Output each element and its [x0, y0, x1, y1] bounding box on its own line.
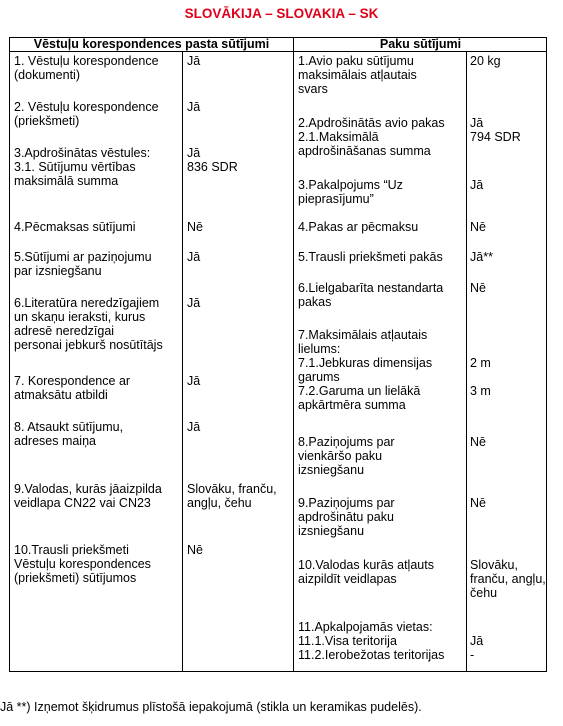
- page-title: SLOVĀKIJA – SLOVAKIA – SK: [184, 6, 379, 21]
- letter-item-label: 1. Vēstuļu korespondence (dokumenti): [14, 54, 159, 82]
- letter-item-value: Nē: [187, 220, 203, 234]
- services-table: [9, 37, 547, 672]
- parcel-item-label: 3.Pakalpojums “Uz pieprasījumu”: [298, 178, 403, 206]
- letter-item-value: Jā: [187, 420, 201, 434]
- column-divider: [182, 52, 183, 671]
- letter-item-value: Jā: [187, 296, 201, 310]
- letter-item-value: Nē: [187, 543, 203, 557]
- letter-item-label: 10.Trausli priekšmeti Vēstuļu korespondences (priekšmeti) sūtījumos: [14, 543, 151, 585]
- parcel-item-label: 7.Maksimālais atļautais lielums: 7.1.Jebkuras dimensijas garums 7.2.Garuma un lielākā apkārtmēra summa: [298, 328, 433, 412]
- parcel-item-value: Nē: [470, 496, 486, 510]
- letter-item-label: 2. Vēstuļu korespondence (priekšmeti): [14, 100, 159, 128]
- header-parcels: Paku sūtījumi: [379, 37, 462, 51]
- parcel-item-label: 6.Lielgabarīta nestandarta pakas: [298, 281, 444, 309]
- header-letters: Vēstuļu korespondences pasta sūtījumi: [33, 37, 270, 51]
- letter-item-label: 3.Apdrošinātas vēstules: 3.1. Sūtījumu vērtības maksimālā summa: [14, 146, 151, 188]
- letter-item-label: 5.Sūtījumi ar paziņojumu par izsniegšanu: [14, 250, 152, 278]
- footnote: Jā **) Izņemot šķidrumus plīstošā iepakojumā (stikla un keramikas pudelēs).: [0, 700, 422, 714]
- parcel-item-value: 2 m 3 m: [470, 356, 491, 398]
- parcel-item-label: 10.Valodas kurās atļauts aizpildīt veidlapas: [298, 558, 434, 586]
- parcel-item-label: 9.Paziņojums par apdrošinātu paku izsniegšanu: [298, 496, 395, 538]
- letter-item-label: 4.Pēcmaksas sūtījumi: [14, 220, 136, 234]
- parcel-item-label: 4.Pakas ar pēcmaksu: [298, 220, 419, 234]
- parcel-item-value: Jā: [470, 178, 484, 192]
- parcel-item-label: 5.Trausli priekšmeti pakās: [298, 250, 443, 264]
- column-divider: [293, 38, 294, 671]
- letter-item-value: Jā: [187, 374, 201, 388]
- parcel-item-value: Slovāku, franču, angļu, čehu: [470, 558, 546, 600]
- parcel-item-value: Jā**: [470, 250, 493, 264]
- letter-item-value: Jā: [187, 100, 201, 114]
- letter-item-value: Jā 836 SDR: [187, 146, 238, 174]
- column-divider: [466, 52, 467, 671]
- letter-item-value: Jā: [187, 250, 201, 264]
- parcel-item-label: 11.Apkalpojamās vietas: 11.1.Visa teritorija 11.2.Ierobežotas teritorijas: [298, 620, 445, 662]
- parcel-item-value: Jā 794 SDR: [470, 116, 521, 144]
- letter-item-label: 7. Korespondence ar atmaksātu atbildi: [14, 374, 131, 402]
- parcel-item-label: 1.Avio paku sūtījumu maksimālais atļautais svars: [298, 54, 417, 96]
- parcel-item-value: Jā -: [470, 634, 484, 662]
- letter-item-label: 6.Literatūra neredzīgajiem un skaņu ieraksti, kurus adresē neredzīgai personai jebkurš nosūtītājs: [14, 296, 163, 352]
- letter-item-label: 8. Atsaukt sūtījumu, adreses maiņa: [14, 420, 124, 448]
- letter-item-value: Slovāku, franču, angļu, čehu: [187, 482, 277, 510]
- parcel-item-label: 2.Apdrošinātās avio pakas 2.1.Maksimālā apdrošināšanas summa: [298, 116, 445, 158]
- parcel-item-value: 20 kg: [470, 54, 501, 68]
- parcel-item-value: Nē: [470, 281, 486, 295]
- letter-item-label: 9.Valodas, kurās jāaizpilda veidlapa CN22 vai CN23: [14, 482, 162, 510]
- parcel-item-value: Nē: [470, 435, 486, 449]
- parcel-item-value: Nē: [470, 220, 486, 234]
- parcel-item-label: 8.Paziņojums par vienkāršo paku izsniegšanu: [298, 435, 395, 477]
- letter-item-value: Jā: [187, 54, 201, 68]
